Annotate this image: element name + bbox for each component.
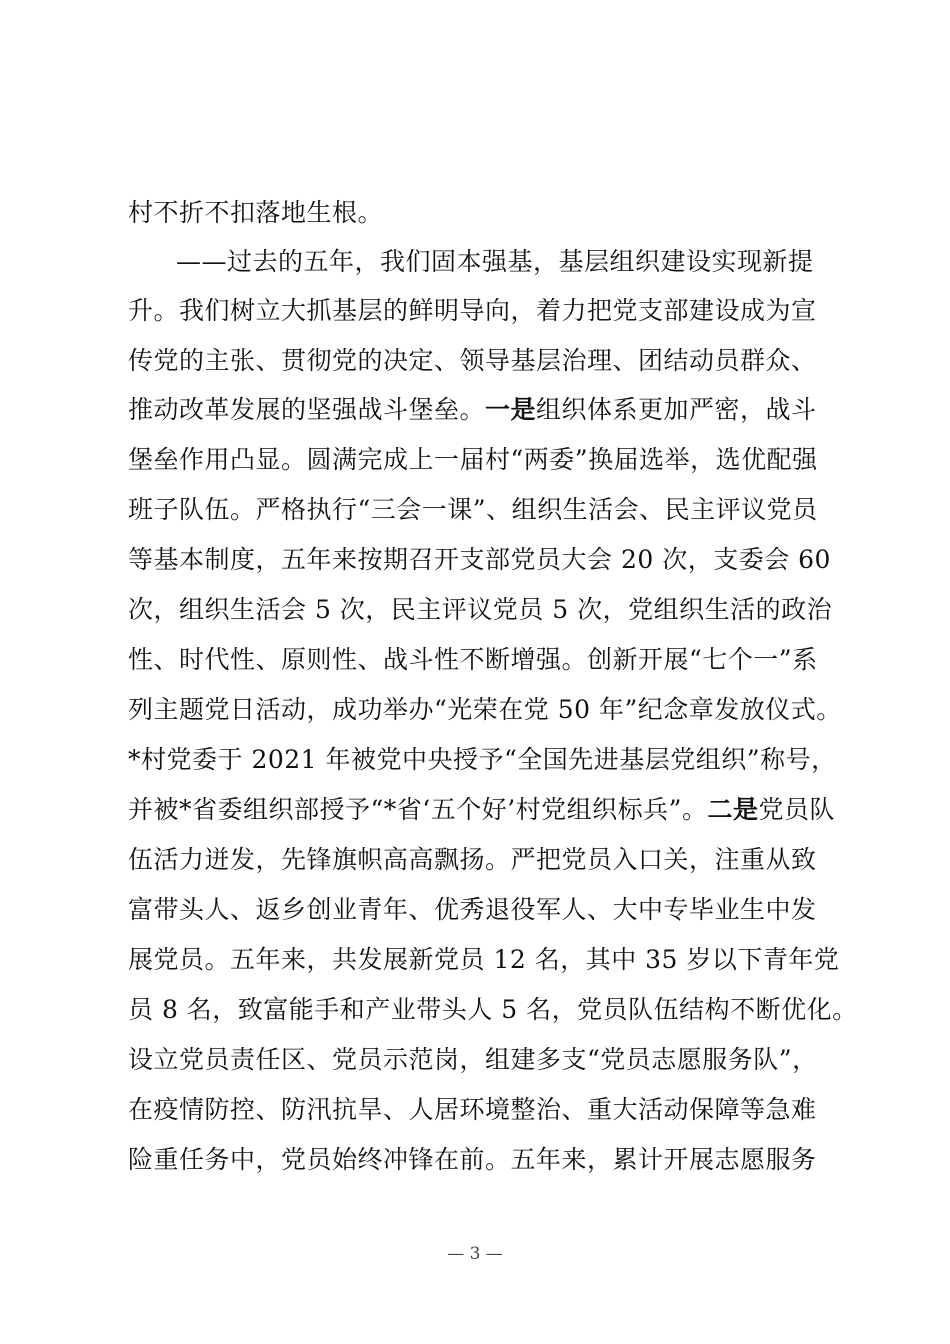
paragraph-line: 在疫情防控、防汛抗旱、人居环境整治、重大活动保障等急难 <box>128 1095 817 1124</box>
paragraph-line: 升。我们树立大抓基层的鲜明导向，着力把党支部建设成为宣 <box>128 296 817 325</box>
line-text: 推动改革发展的坚强战斗堡垒。 <box>128 395 486 424</box>
paragraph-line: 险重任务中，党员始终冲锋在前。五年来，累计开展志愿服务 <box>128 1145 817 1174</box>
line-text: 并被*省委组织部授予“*省‘五个好’村党组织标兵”。 <box>128 795 708 824</box>
paragraph-line: 等基本制度，五年来按期召开支部党员大会 20 次，支委会 60 <box>128 545 831 574</box>
line-text: 党员队 <box>758 795 835 824</box>
paragraph-line: *村党委于 2021 年被党中央授予“全国先进基层党组织”称号， <box>128 745 837 774</box>
page-number: — 3 — <box>447 1244 503 1264</box>
paragraph-line: ——过去的五年，我们固本强基，基层组织建设实现新提 <box>176 247 814 276</box>
paragraph-line: 列主题党日活动，成功举办“光荣在党 50 年”纪念章发放仪式。 <box>128 695 842 724</box>
paragraph-line: 村不折不扣落地生根。 <box>128 198 384 227</box>
paragraph-line: 员 8 名，致富能手和产业带头人 5 名，党员队伍结构不断优化。 <box>128 995 858 1024</box>
paragraph-line: 性、时代性、原则性、战斗性不断增强。创新开展“七个一”系 <box>128 645 818 674</box>
paragraph-line: 堡垒作用凸显。圆满完成上一届村“两委”换届选举，选优配强 <box>128 445 818 474</box>
line-text: 组织体系更加严密，战斗 <box>536 395 817 424</box>
paragraph-line: 设立党员责任区、党员示范岗，组建多支“党员志愿服务队”， <box>128 1045 818 1074</box>
paragraph-line: 富带头人、返乡创业青年、优秀退役军人、大中专毕业生中发 <box>128 895 817 924</box>
emphasis-first: 一是 <box>485 395 537 424</box>
paragraph-line: 班子队伍。严格执行“三会一课”、组织生活会、民主评议党员 <box>128 495 818 524</box>
paragraph-line: 伍活力迸发，先锋旗帜高高飘扬。严把党员入口关，注重从致 <box>128 845 817 874</box>
paragraph-line: 展党员。五年来，共发展新党员 12 名，其中 35 岁以下青年党 <box>128 945 840 974</box>
paragraph-line: 传党的主张、贯彻党的决定、领导基层治理、团结动员群众、 <box>128 346 817 375</box>
paragraph-line <box>128 793 835 827</box>
paragraph-line: 次，组织生活会 5 次，民主评议党员 5 次，党组织生活的政治 <box>128 595 833 624</box>
paragraph-line <box>128 393 828 427</box>
emphasis-second: 二是 <box>707 795 759 824</box>
